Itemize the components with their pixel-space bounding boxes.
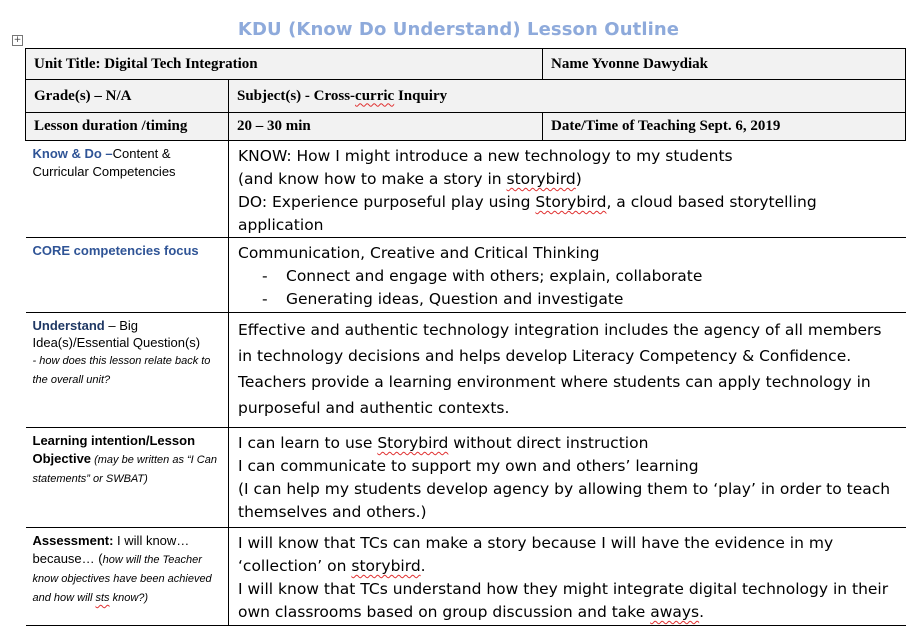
core-label[interactable]: CORE competencies focus [26,238,229,313]
know-do-row [26,141,906,238]
name-cell[interactable]: Name Yvonne Dawydiak [543,49,906,80]
understand-label[interactable]: Understand – Big Idea(s)/Essential Question(s) - how does this lesson relate back to the overall unit? [26,313,229,428]
header-row-grade [26,80,906,113]
date-cell[interactable]: Date/Time of Teaching Sept. 6, 2019 [543,113,906,141]
table-move-handle-icon[interactable]: + [13,35,22,45]
know-do-label[interactable]: Know & Do –Content & Curricular Competencies [26,141,229,238]
learning-label[interactable]: Learning intention/Lesson Objective (may be written as “I Can statements” or SWBAT) [26,428,229,528]
assessment-row [26,528,906,626]
spelling-flag: sts [95,592,110,604]
grades-cell[interactable]: Grade(s) – N/A [26,80,229,113]
assessment-content[interactable]: I will know that TCs can make a story because I will have the evidence in my ‘collection’ on storybird. I will know that TCs understand how they might integrate digital technology in their own classrooms based on group discussion and take aways. [229,528,906,626]
assessment-label[interactable]: Assessment: I will know… because… (how will the Teacher know objectives have been achieved and how will sts know?) [26,528,229,626]
lesson-outline-table [25,48,906,626]
learning-content[interactable]: I can learn to use Storybird without direct instruction I can communicate to support my own and others’ learning (I can help my students develop agency by allowing them to ‘play’ in order to teach themselves and others.) [229,428,906,528]
spelling-flag: curric [355,87,395,104]
duration-value-cell[interactable]: 20 – 30 min [229,113,543,141]
page-title: KDU (Know Do Understand) Lesson Outline [237,19,680,40]
list-item: - Connect and engage with others; explain, collaborate [262,267,703,285]
spelling-flag: storybird [506,170,576,188]
core-content[interactable]: Communication, Creative and Critical Thinking - Connect and engage with others; explain, collaborate - Generating ideas, Question and investigate [229,238,906,313]
spelling-flag: aways [650,603,700,621]
core-row [26,238,906,313]
unit-title-cell[interactable]: Unit Title: Digital Tech Integration [26,49,543,80]
header-row-unit [26,49,906,80]
list-item: - Generating ideas, Question and investigate [262,290,624,308]
know-do-content[interactable]: KNOW: How I might introduce a new technology to my students (and know how to make a story in storybird) DO: Experience purposeful play using Storybird, a cloud based storytelling application [229,141,906,238]
header-row-duration [26,113,906,141]
duration-label-cell[interactable]: Lesson duration /timing [26,113,229,141]
learning-row [26,428,906,528]
spelling-flag: storybird [351,557,421,575]
understand-content[interactable]: Effective and authentic technology integration includes the agency of all members in technology decisions and helps develop Literacy Competency & Confidence. Teachers provide a learning environment where students can apply technology in purposeful and authentic contexts. [229,313,906,428]
spelling-flag: Storybird [377,434,449,452]
subject-cell[interactable]: Subject(s) - Cross-curric Inquiry [229,80,906,113]
understand-row [26,313,906,428]
spelling-flag: Storybird [535,193,607,211]
